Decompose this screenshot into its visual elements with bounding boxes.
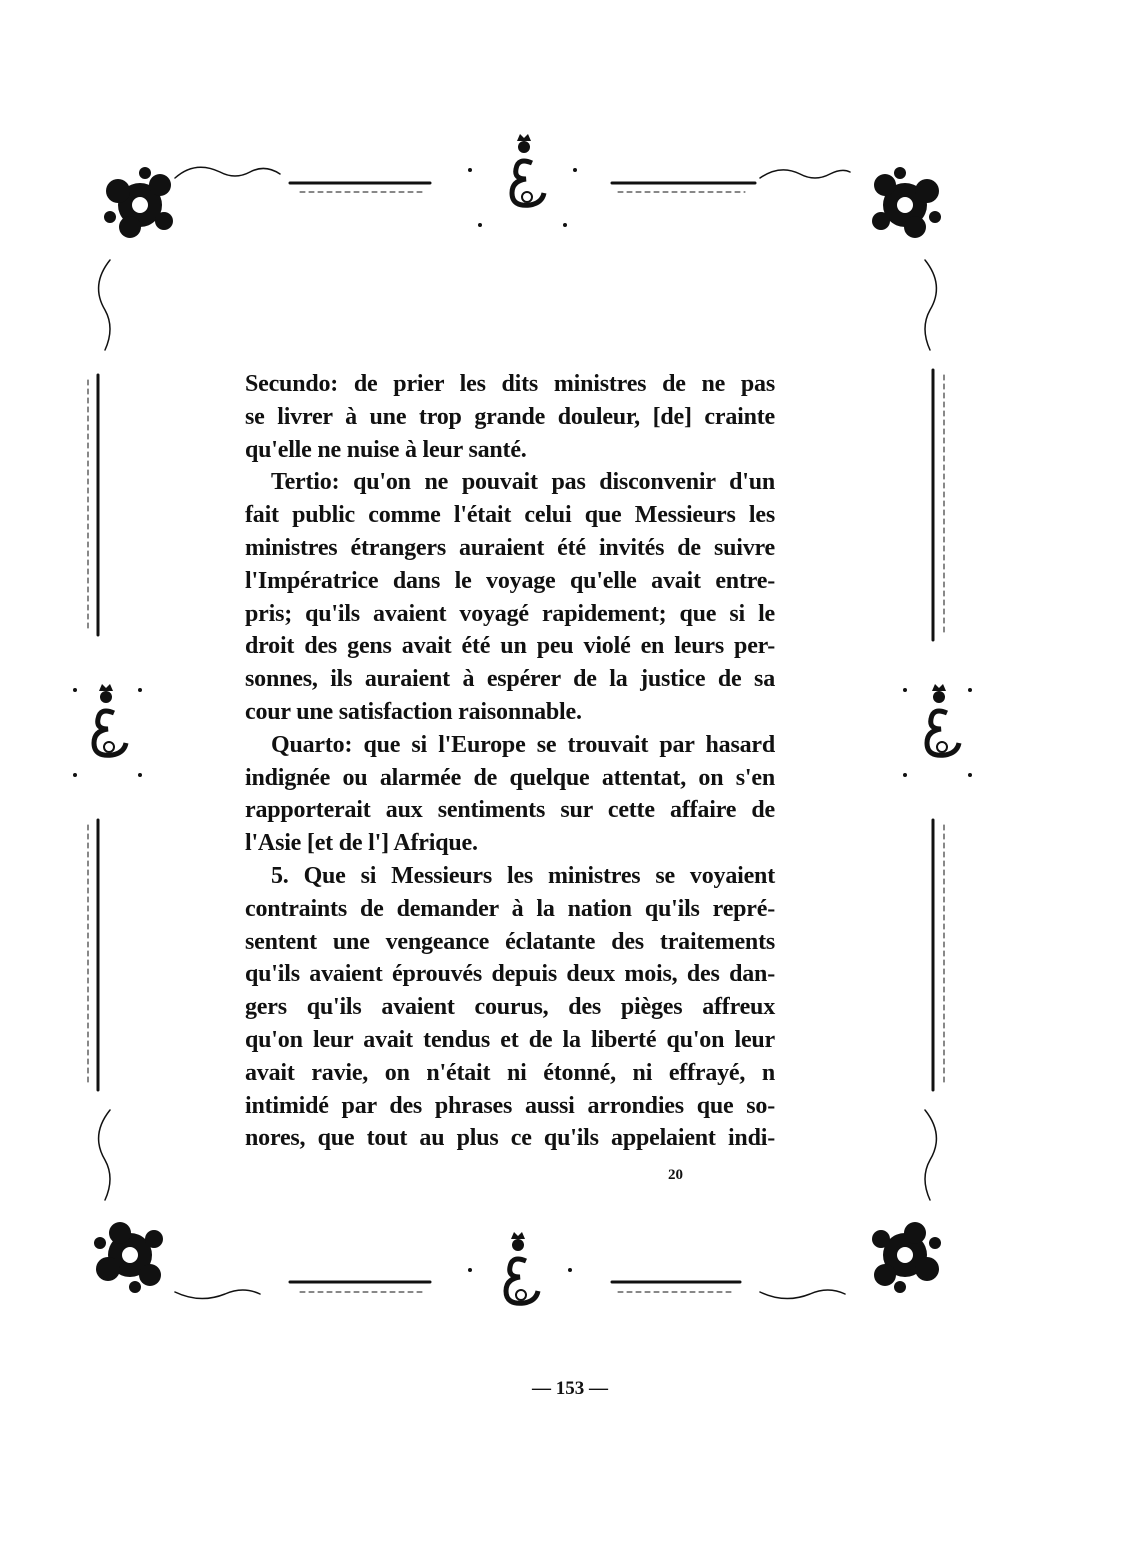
text-line: cour une satisfaction raisonnable. [245, 698, 582, 725]
text-line: sonnes, ils auraient à espérer de la justice de sa [245, 666, 775, 693]
signature-mark: 20 [668, 1167, 683, 1183]
text-line: contraints de demander à la nation qu'ils repré- [245, 895, 775, 922]
text-line: Secundo: de prier les dits ministres de ne pas [245, 371, 775, 397]
text-line: indignée ou alarmée de quelque attentat, on s'en [245, 764, 775, 791]
text-line: l'Impératrice dans le voyage qu'elle avait entre- [245, 567, 775, 594]
paragraph-quarto [245, 729, 775, 860]
page-number: — 153 — [532, 1378, 608, 1399]
paragraph-cinq [245, 860, 775, 1155]
paragraph-secundo [245, 368, 775, 466]
paragraph-tertio [245, 466, 775, 728]
text-line: droit des gens avait été un peu violé en leurs per- [245, 633, 775, 660]
text-line: avait ravie, on n'était ni étonné, ni effrayé, n [245, 1059, 775, 1086]
text-line: l'Asie [et de l'] Afrique. [245, 830, 478, 857]
text-line: nores, que tout au plus ce qu'ils appelaient indi- [245, 1125, 775, 1152]
text-line: qu'elle ne nuise à leur santé. [245, 436, 527, 463]
text-line: Tertio: qu'on ne pouvait pas disconvenir d'un [271, 469, 775, 496]
text-line: se livrer à une trop grande douleur, [de] crainte [245, 403, 775, 430]
text-line: 5. Que si Messieurs les ministres se voyaient [271, 862, 775, 889]
text-line: fait public comme l'était celui que Messieurs les [245, 502, 775, 529]
body-text [245, 368, 775, 1155]
text-line: gers qu'ils avaient courus, des pièges affreux [245, 994, 775, 1021]
text-line: intimidé par des phrases aussi arrondies que so- [245, 1092, 775, 1119]
text-line: sentent une vengeance éclatante des traitements [245, 928, 775, 955]
text-line: qu'on leur avait tendus et de la liberté qu'on leur [245, 1026, 775, 1053]
text-line: rapporterait aux sentiments sur cette affaire de [245, 797, 775, 824]
text-line: qu'ils avaient éprouvés depuis deux mois, des dan- [245, 961, 775, 988]
text-line: ministres étrangers auraient été invités de suivre [245, 534, 775, 561]
text-line: Quarto: que si l'Europe se trouvait par hasard [271, 731, 775, 758]
text-line: pris; qu'ils avaient voyagé rapidement; que si le [245, 600, 775, 627]
